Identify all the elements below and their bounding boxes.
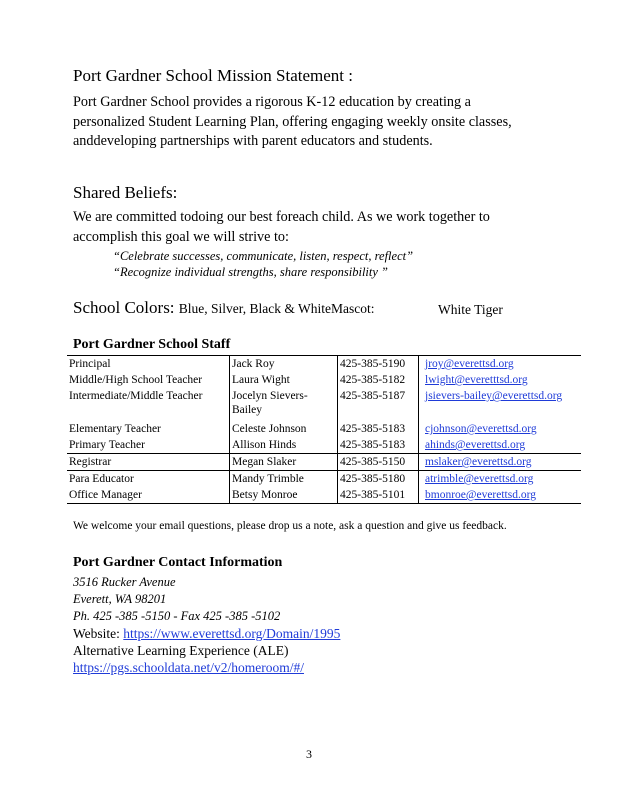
ale-link[interactable]: https://pgs.schooldata.net/v2/homeroom/#/ bbox=[73, 660, 304, 675]
staff-email-link[interactable]: bmonroe@everettsd.org bbox=[425, 489, 536, 501]
staff-table bbox=[67, 355, 581, 504]
staff-name: Megan Slaker bbox=[230, 454, 338, 471]
table-row bbox=[67, 372, 581, 388]
staff-name: Celeste Johnson bbox=[230, 421, 338, 437]
ale-label: Alternative Learning Experience (ALE) bbox=[73, 643, 289, 658]
staff-name: Mandy Trimble bbox=[230, 471, 338, 488]
staff-role: Registrar bbox=[67, 454, 230, 471]
staff-role: Office Manager bbox=[67, 487, 230, 504]
website-link[interactable]: https://www.everettsd.org/Domain/1995 bbox=[123, 626, 341, 641]
staff-name: Jack Roy bbox=[230, 356, 338, 373]
contact-info bbox=[73, 574, 340, 676]
staff-role: Principal bbox=[67, 356, 230, 373]
contact-title: Port Gardner Contact Information bbox=[73, 555, 283, 570]
staff-name: Laura Wight bbox=[230, 372, 338, 388]
staff-role: Intermediate/Middle Teacher bbox=[69, 390, 203, 402]
staff-email-link[interactable]: atrimble@everettsd.org bbox=[425, 473, 534, 485]
staff-phone: 425-385-5183 bbox=[338, 421, 419, 437]
staff-email-link[interactable]: jsievers-bailey@everettsd.org bbox=[425, 390, 563, 402]
staff-email-link[interactable]: ahinds@everettsd.org bbox=[425, 439, 526, 451]
staff-name: Jocelyn Sievers-Bailey bbox=[230, 388, 338, 421]
staff-email-link[interactable]: jroy@everettsd.org bbox=[425, 358, 514, 370]
staff-phone: 425-385-5190 bbox=[338, 356, 419, 373]
school-colors bbox=[73, 298, 374, 318]
beliefs-heading: Shared Beliefs: bbox=[73, 183, 178, 202]
staff-email-link[interactable]: lwight@everetttsd.org bbox=[425, 374, 528, 386]
table-row bbox=[67, 421, 581, 437]
school-colors-value: Blue, Silver, Black & White bbox=[178, 301, 331, 316]
page-number: 3 bbox=[306, 747, 312, 761]
staff-role: Primary Teacher bbox=[69, 439, 145, 451]
staff-phone: 425-385-5183 bbox=[338, 437, 419, 454]
staff-name: Betsy Monroe bbox=[230, 487, 338, 504]
staff-title: Port Gardner School Staff bbox=[73, 337, 231, 352]
website-line bbox=[73, 625, 340, 642]
table-row bbox=[67, 388, 581, 421]
address-line: 3516 Rucker Avenue bbox=[73, 575, 176, 589]
table-row bbox=[67, 487, 581, 504]
address-line: Everett, WA 98201 bbox=[73, 592, 167, 606]
mission-heading: Port Gardner School Mission Statement : bbox=[73, 66, 354, 85]
welcome-note: We welcome your email questions, please drop us a note, ask a question and give us feedback. bbox=[73, 520, 507, 532]
staff-email-link[interactable]: cjohnson@everettsd.org bbox=[425, 423, 537, 435]
table-row bbox=[67, 471, 581, 488]
staff-email-link[interactable]: mslaker@everettsd.org bbox=[425, 456, 532, 468]
quote-line: “Celebrate successes, communicate, listen, respect, reflect” bbox=[113, 249, 414, 263]
phone-fax: Ph. 425 -385 -5150 - Fax 425 -385 -5102 bbox=[73, 609, 281, 623]
staff-name: Allison Hinds bbox=[230, 437, 338, 454]
beliefs-text: We are committed todoing our best foreach child. As we work together to accomplish this goal we will strive to: bbox=[73, 209, 490, 245]
staff-phone: 425-385-5180 bbox=[338, 471, 419, 488]
mission-text: Port Gardner School provides a rigorous K-12 education by creating a personalized Student Learning Plan, offering engaging weekly onsite classes, anddeveloping partnerships with parent educators and students. bbox=[73, 94, 512, 149]
beliefs-quotes bbox=[113, 248, 413, 280]
mascot-value: White Tiger bbox=[438, 302, 503, 317]
staff-role: Middle/High School Teacher bbox=[69, 374, 203, 386]
staff-phone: 425-385-5101 bbox=[338, 487, 419, 504]
table-row bbox=[67, 454, 581, 471]
website-label: Website: bbox=[73, 626, 120, 641]
quote-line: “Recognize individual strengths, share responsibility ” bbox=[113, 265, 388, 279]
staff-phone: 425-385-5182 bbox=[338, 372, 419, 388]
table-row bbox=[67, 437, 581, 454]
staff-phone: 425-385-5150 bbox=[338, 454, 419, 471]
table-row bbox=[67, 356, 581, 373]
school-colors-label: School Colors: bbox=[73, 298, 175, 317]
staff-phone: 425-385-5187 bbox=[338, 388, 419, 421]
mascot-label: Mascot: bbox=[330, 301, 375, 316]
staff-role: Para Educator bbox=[69, 473, 134, 485]
staff-role: Elementary Teacher bbox=[69, 423, 161, 435]
